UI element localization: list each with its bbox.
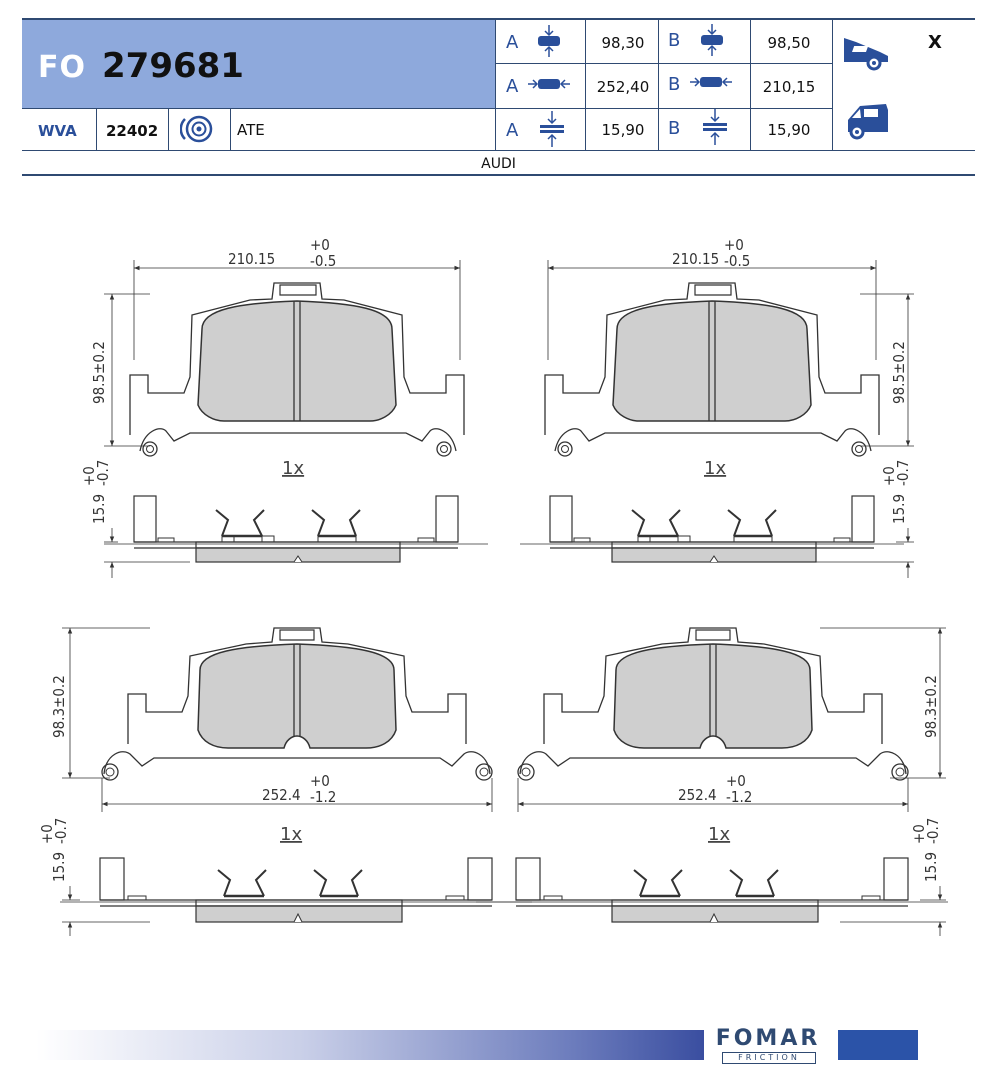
pad-b-left-view — [130, 283, 464, 456]
spec-b-label: B — [668, 30, 681, 51]
divider — [22, 108, 495, 109]
height-icon — [534, 23, 564, 59]
dim-thickness-tol-upper: +0 — [910, 824, 928, 844]
technical-drawing — [0, 180, 985, 1000]
dim-thickness-tol-lower: -0.7 — [894, 459, 912, 486]
spec-a-label: A — [506, 120, 519, 141]
quantity-label: 1x — [708, 824, 731, 845]
wva-label: WVA — [38, 122, 77, 140]
footer-gradient-bar — [36, 1030, 704, 1060]
brake-disc-icon — [180, 114, 216, 144]
dim-thickness-tol-upper: +0 — [80, 466, 98, 486]
logo-word: FOMAR — [715, 1026, 821, 1051]
pad-b-left-profile — [104, 496, 488, 562]
spec-b-label: B — [668, 118, 681, 139]
dim-width-b-tol-upper: +0 — [724, 236, 744, 254]
pad-b-right-view — [545, 283, 879, 456]
dim-thickness-tol-lower: -0.7 — [94, 459, 112, 486]
spec-b-value: 15,90 — [767, 121, 811, 139]
dim-width-b-tol-lower: -0.5 — [724, 252, 751, 270]
spec-header — [22, 18, 975, 178]
spec-b-label: B — [668, 74, 681, 95]
divider — [495, 108, 832, 109]
dim-thickness-tol-upper: +0 — [38, 824, 56, 844]
quantity-label: 1x — [704, 458, 727, 479]
dim-height-a: 98.3±0.2 — [50, 675, 68, 738]
dim-width-b-tol-upper: +0 — [310, 236, 330, 254]
part-number-box — [22, 20, 495, 108]
dim-thickness: 15.9 — [90, 493, 108, 524]
width-icon — [689, 71, 733, 93]
pad-a-right-view — [518, 628, 908, 780]
dim-thickness-tol-upper: +0 — [880, 466, 898, 486]
divider — [168, 108, 169, 150]
dim-width-a-tol-lower: -1.2 — [310, 788, 337, 806]
pad-a-left-profile — [60, 858, 532, 922]
width-icon — [527, 73, 571, 95]
pad-b-right-profile — [520, 496, 904, 562]
dim-thickness: 15.9 — [890, 493, 908, 524]
thickness-icon — [537, 110, 567, 148]
dim-thickness-tol-lower: -0.7 — [924, 817, 942, 844]
car-front-axle-icon — [840, 30, 892, 72]
dim-width-b-tol-lower: -0.5 — [310, 252, 337, 270]
brand-prefix: FO — [38, 50, 86, 85]
footer-blue-block — [838, 1030, 918, 1060]
spec-b-value: 210,15 — [762, 78, 816, 96]
dim-height-b: 98.5±0.2 — [90, 341, 108, 404]
dim-thickness-tol-lower: -0.7 — [52, 817, 70, 844]
spec-a-value: 98,30 — [601, 34, 645, 52]
pad-a-left-view — [102, 628, 492, 780]
dim-width-b: 210.15 — [672, 250, 720, 268]
fomar-logo — [706, 1026, 836, 1066]
divider — [230, 108, 231, 150]
axle-mark: X — [928, 32, 942, 53]
divider — [22, 150, 975, 151]
pad-a-right-profile — [476, 858, 948, 922]
spec-a-value: 252,40 — [596, 78, 650, 96]
dim-thickness: 15.9 — [922, 851, 940, 882]
thickness-icon — [700, 108, 730, 146]
car-rear-axle-icon — [842, 96, 892, 140]
vehicle-make: AUDI — [481, 156, 516, 172]
dim-height-b: 98.5±0.2 — [890, 341, 908, 404]
spec-a-label: A — [506, 76, 519, 97]
dim-height-a: 98.3±0.2 — [922, 675, 940, 738]
divider — [495, 63, 832, 64]
spec-a-value: 15,90 — [601, 121, 645, 139]
dim-thickness: 15.9 — [50, 851, 68, 882]
dim-width-a-tol-lower: -1.2 — [726, 788, 753, 806]
quantity-label: 1x — [282, 458, 305, 479]
wva-number: 22402 — [106, 122, 159, 140]
dim-width-a-tol-upper: +0 — [726, 772, 746, 790]
quantity-label: 1x — [280, 824, 303, 845]
dim-width-a: 252.4 — [262, 786, 301, 804]
part-number: 279681 — [102, 46, 244, 86]
height-icon — [697, 22, 727, 58]
logo-subtitle: FRICTION — [722, 1052, 816, 1064]
spec-b-value: 98,50 — [767, 34, 811, 52]
dim-width-a-tol-upper: +0 — [310, 772, 330, 790]
manufacturer-name: ATE — [237, 121, 265, 139]
dim-width-a: 252.4 — [678, 786, 717, 804]
divider — [96, 108, 97, 150]
divider — [495, 20, 496, 150]
spec-a-label: A — [506, 32, 519, 53]
header-bottom-rule — [22, 174, 975, 176]
dim-width-b: 210.15 — [228, 250, 276, 268]
